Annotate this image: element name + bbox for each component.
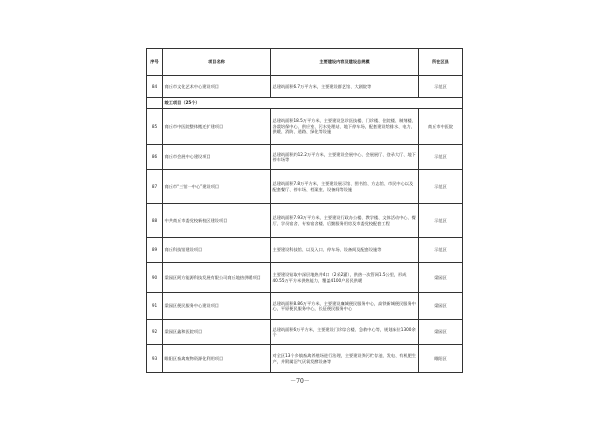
cell-content: 总建筑面积约12.2万平方米，主要建设会展中心、会展展厅、登录大厅、地下停车场等 <box>271 145 419 170</box>
cell-district: 睢阳区 <box>419 345 463 373</box>
cell-district: 示范区 <box>419 238 463 263</box>
cell-no: 86 <box>147 145 163 170</box>
cell-no: 88 <box>147 204 163 238</box>
cell-name: 商丘市中医院整体搬迁扩建项目 <box>163 109 271 145</box>
cell-district: 梁园区 <box>419 293 463 320</box>
cell-no: 93 <box>147 345 163 373</box>
cell-district: 梁园区 <box>419 320 463 345</box>
cell-district: 示范区 <box>419 204 463 238</box>
cell-name: 商丘市“三馆一中心”建设项目 <box>163 170 271 204</box>
cell-no: 92 <box>147 320 163 345</box>
cell-content: 总建筑面积7.93万平方米，主要建设行政办公楼、教学楼、文体活动中心、餐厅、学员宿舍、专家宿舍楼、后勤服务用房及市委党校配套工程 <box>271 204 419 238</box>
table-row <box>147 238 463 263</box>
page-number: －70－ <box>290 378 310 385</box>
section-label: 竣工项目（25个） <box>163 98 463 109</box>
cell-name: 商丘科技馆建设项目 <box>163 238 271 263</box>
cell-content: 对全区13个乡镇畜禽养殖场进行治理，主要建设粪污贮存池、发电、有机肥生产，并附属沼气厌氧发酵设备等 <box>271 345 419 373</box>
section-row <box>147 98 463 109</box>
cell-content: 总建筑面积7.8万平方米，主要建设展示馆、图书馆、方志馆、市民中心以及配套餐厅、停车场、档案室、设备间等设施 <box>271 170 419 204</box>
cell-name: 商丘市会展中心建设项目 <box>163 145 271 170</box>
cell-name: 睢阳区畜禽废物资源化利用项目 <box>163 345 271 373</box>
cell-name: 梁园区便民服务中心建设项目 <box>163 293 271 320</box>
table-row <box>147 320 463 345</box>
document-page <box>146 48 462 373</box>
header-name: 项目名称 <box>163 49 271 76</box>
cell-content: 总建筑面积18.5万平方米，主要建设急诊医技楼、门诊楼、住院楼、制剂楼、各栽培保中心、供应室、污水处理站、地下停车场，配套建设给排水、电力、供暖、消防、道路、绿化等设施 <box>271 109 419 145</box>
cell-district: 商丘市中医院 <box>419 109 463 145</box>
cell-no: 91 <box>147 293 163 320</box>
cell-no: 89 <box>147 238 163 263</box>
cell-content: 总建筑面积6万平方米，主要建设门诊综合楼、急救中心等，规划床位1300余个 <box>271 320 419 345</box>
cell-no: 90 <box>147 263 163 293</box>
cell-content: 总建筑面积6.7万平方米，主要建设群艺馆、大剧院等 <box>271 76 419 98</box>
cell-content: 主要建设钻取中深层地热井4口（2采2灌），供热一次管网1.5公里，形成40.55万平方米供热能力，覆盖4100户居民供暖 <box>271 263 419 293</box>
header-content: 主要建设内容及建设总规模 <box>271 49 419 76</box>
table-row <box>147 109 463 145</box>
cell-content: 主要建设科技馆、以及入口、停车场、设备间及配套设施等 <box>271 238 419 263</box>
cell-district: 示范区 <box>419 170 463 204</box>
cell-name: 梁园区阿方能源科技发展有限公司商丘地热供暖项目 <box>163 263 271 293</box>
cell-no: 84 <box>147 76 163 98</box>
cell-content: 总建筑面积8.86万平方米，主要建设廉城便民服务中心，高铁新城便民服务中心，平原便民服务中心，长征便民服务中心 <box>271 293 419 320</box>
table-row <box>147 345 463 373</box>
cell-no: 85 <box>147 109 163 145</box>
project-table <box>146 48 463 373</box>
cell-name: 梁园区鑫和医院项目 <box>163 320 271 345</box>
table-row <box>147 293 463 320</box>
table-row <box>147 145 463 170</box>
cell-district: 示范区 <box>419 145 463 170</box>
table-row <box>147 263 463 293</box>
table-row <box>147 204 463 238</box>
cell-name: 商丘市文化艺术中心建设项目 <box>163 76 271 98</box>
table-row <box>147 76 463 98</box>
table-row <box>147 170 463 204</box>
cell-district: 示范区 <box>419 76 463 98</box>
cell-no: 87 <box>147 170 163 204</box>
cell-name: 中共商丘市委党校新校区建设项目 <box>163 204 271 238</box>
header-no: 序号 <box>147 49 163 76</box>
table-header-row <box>147 49 463 76</box>
header-district: 所在区县 <box>419 49 463 76</box>
cell-district: 梁园区 <box>419 263 463 293</box>
